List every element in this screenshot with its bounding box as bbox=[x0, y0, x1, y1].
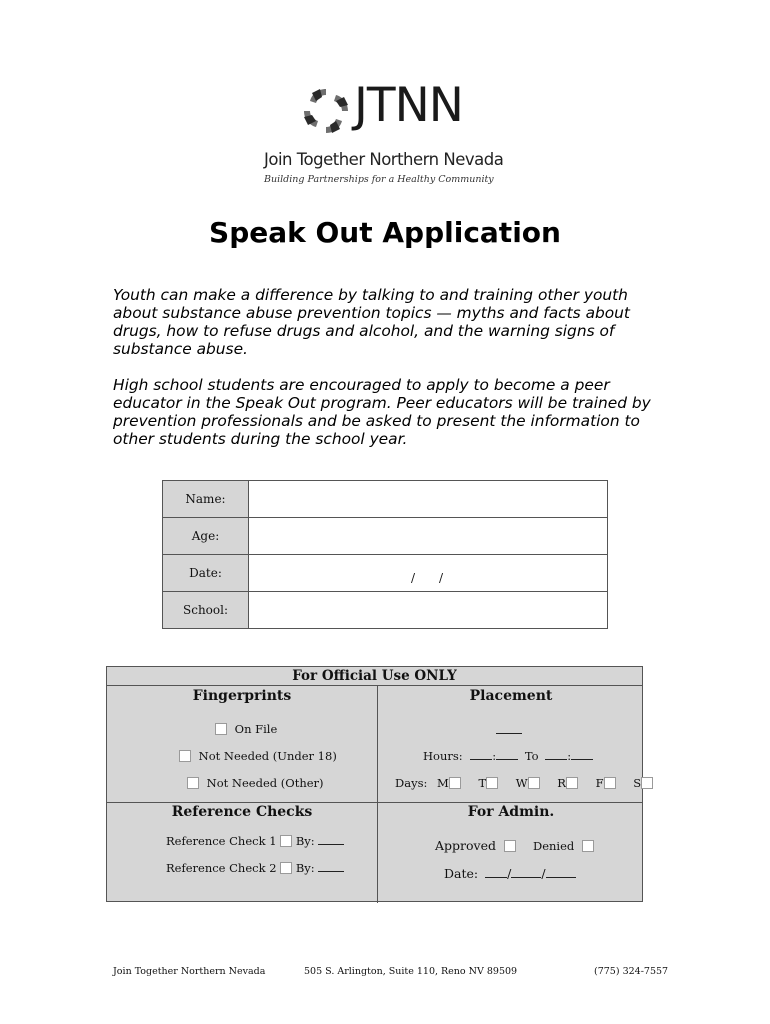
reference-check-1-by-blank[interactable] bbox=[318, 835, 344, 845]
day-f-checkbox[interactable] bbox=[604, 777, 616, 789]
footer-phone: (775) 324-7557 bbox=[594, 966, 669, 977]
logo-org-name: Join Together Northern Nevada bbox=[264, 150, 504, 169]
approved-option bbox=[435, 838, 516, 853]
day-r-checkbox[interactable] bbox=[566, 777, 578, 789]
date-slash-2: / bbox=[439, 571, 444, 585]
footer-address: 505 S. Arlington, Suite 110, Reno NV 89509 bbox=[304, 966, 518, 977]
on-file-option bbox=[215, 722, 277, 736]
date-field[interactable] bbox=[249, 555, 608, 592]
reference-checks-title: Reference Checks bbox=[171, 804, 313, 820]
jtnn-logo bbox=[262, 78, 522, 192]
day-s-label: S bbox=[633, 776, 642, 790]
page-title: Speak Out Application bbox=[209, 216, 561, 249]
approved-label: Approved bbox=[435, 838, 496, 853]
reference-check-2-label: Reference Check 2 bbox=[166, 861, 277, 875]
approved-checkbox[interactable] bbox=[504, 840, 516, 852]
reference-check-2-by-label: By: bbox=[295, 861, 315, 875]
hands-circle-icon bbox=[300, 85, 352, 137]
not-needed-under18-label: Not Needed (Under 18) bbox=[198, 749, 337, 763]
hours-to-label: To bbox=[524, 749, 539, 763]
name-label: Name: bbox=[163, 481, 249, 518]
hours-row bbox=[423, 749, 593, 763]
day-m-label: M bbox=[437, 776, 449, 790]
school-field[interactable] bbox=[249, 592, 608, 629]
hours-start-hour[interactable] bbox=[470, 750, 492, 760]
fingerprints-title: Fingerprints bbox=[192, 688, 292, 704]
date-row bbox=[163, 555, 608, 592]
official-use-box bbox=[106, 666, 643, 902]
not-needed-other-option bbox=[187, 776, 324, 790]
age-field[interactable] bbox=[249, 518, 608, 555]
reference-check-2-row bbox=[166, 861, 344, 875]
hours-end-minute[interactable] bbox=[571, 750, 593, 760]
placement-title: Placement bbox=[469, 688, 553, 704]
logo-tagline: Building Partnerships for a Healthy Community bbox=[264, 174, 494, 185]
logo-wordmark: JTNN bbox=[354, 78, 463, 133]
admin-date-slash-1: / bbox=[507, 866, 512, 881]
school-label: School: bbox=[163, 592, 249, 629]
admin-date-row bbox=[444, 866, 576, 881]
day-w-checkbox[interactable] bbox=[528, 777, 540, 789]
days-row bbox=[395, 776, 653, 790]
denied-label: Denied bbox=[533, 839, 575, 853]
day-m-checkbox[interactable] bbox=[449, 777, 461, 789]
reference-check-1-row bbox=[166, 834, 344, 848]
reference-check-2-checkbox[interactable] bbox=[280, 862, 292, 874]
admin-date-year[interactable] bbox=[546, 868, 576, 878]
admin-date-slash-2: / bbox=[541, 866, 546, 881]
day-r-label: R bbox=[557, 776, 566, 790]
hours-label: Hours: bbox=[423, 749, 463, 763]
age-row bbox=[163, 518, 608, 555]
reference-check-1-label: Reference Check 1 bbox=[166, 834, 277, 848]
name-field[interactable] bbox=[249, 481, 608, 518]
age-label: Age: bbox=[163, 518, 249, 555]
denied-option bbox=[533, 839, 594, 853]
date-slash-1: / bbox=[411, 571, 416, 585]
name-row bbox=[163, 481, 608, 518]
admin-date-label: Date: bbox=[444, 866, 479, 881]
reference-check-2-by-blank[interactable] bbox=[318, 862, 344, 872]
not-needed-under18-option bbox=[179, 749, 337, 763]
denied-checkbox[interactable] bbox=[582, 840, 594, 852]
intro-paragraph-2: High school students are encouraged to apply to become a peer educator in the Speak Out program. Peer educators will be trained by prevention professionals and be asked to present the information to other students during the school year. bbox=[113, 376, 651, 448]
days-label: Days: bbox=[395, 776, 428, 790]
divider-vertical bbox=[377, 686, 378, 903]
hours-start-minute[interactable] bbox=[496, 750, 518, 760]
day-s-checkbox[interactable] bbox=[641, 777, 653, 789]
admin-date-day[interactable] bbox=[511, 868, 541, 878]
on-file-checkbox[interactable] bbox=[215, 723, 227, 735]
intro-paragraph-1: Youth can make a difference by talking to and training other youth about substance abuse prevention topics — myths and facts about drugs, how to refuse drugs and alcohol, and the warning signs of substance abuse. bbox=[113, 286, 630, 358]
divider-horizontal bbox=[107, 802, 642, 803]
day-t-label: T bbox=[478, 776, 487, 790]
hours-end-colon: : bbox=[567, 749, 572, 763]
on-file-label: On File bbox=[234, 722, 278, 736]
reference-check-1-by-label: By: bbox=[295, 834, 315, 848]
day-w-label: W bbox=[515, 776, 528, 790]
applicant-table bbox=[162, 480, 608, 629]
date-separators bbox=[411, 571, 467, 585]
placement-blank[interactable] bbox=[496, 723, 522, 737]
not-needed-under18-checkbox[interactable] bbox=[179, 750, 191, 762]
official-use-heading: For Official Use ONLY bbox=[107, 667, 642, 686]
footer-org: Join Together Northern Nevada bbox=[113, 966, 266, 977]
hours-end-hour[interactable] bbox=[545, 750, 567, 760]
admin-title: For Admin. bbox=[467, 804, 555, 820]
school-row bbox=[163, 592, 608, 629]
admin-date-month[interactable] bbox=[485, 868, 507, 878]
hours-start-colon: : bbox=[492, 749, 497, 763]
date-label: Date: bbox=[163, 555, 249, 592]
day-f-label: F bbox=[595, 776, 604, 790]
reference-check-1-checkbox[interactable] bbox=[280, 835, 292, 847]
day-t-checkbox[interactable] bbox=[486, 777, 498, 789]
not-needed-other-label: Not Needed (Other) bbox=[206, 776, 324, 790]
not-needed-other-checkbox[interactable] bbox=[187, 777, 199, 789]
